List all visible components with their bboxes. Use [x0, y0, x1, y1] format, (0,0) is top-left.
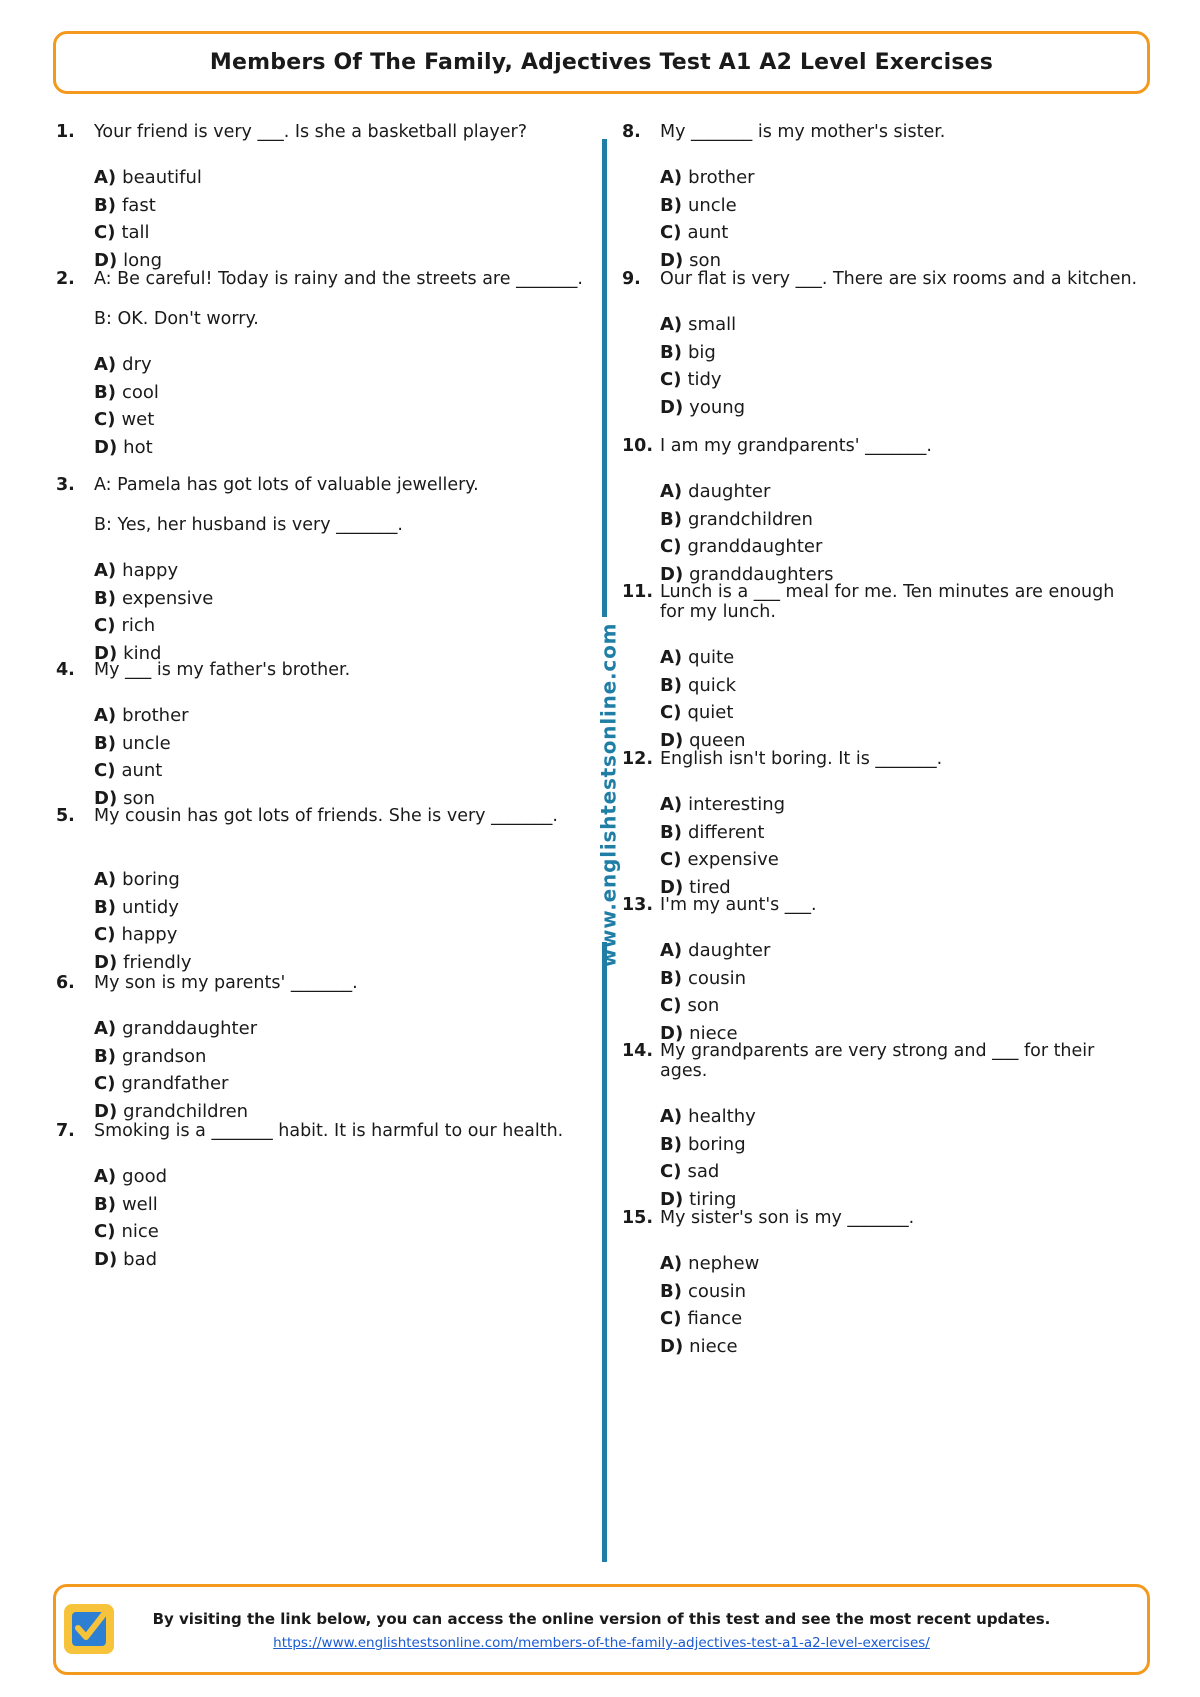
option-text: small	[688, 314, 737, 335]
question-line: Our flat is very ___. There are six rooms and a kitchen.	[660, 269, 1138, 289]
option-letter: D)	[94, 787, 118, 809]
question-7	[56, 1121, 601, 1275]
question-3	[56, 475, 601, 669]
question-line: B: OK. Don't worry.	[94, 309, 259, 329]
question-stem	[622, 1041, 1142, 1081]
question-8	[622, 122, 1142, 276]
question-text	[660, 122, 1142, 142]
option-text: friendly	[123, 951, 192, 973]
answer-option[interactable]	[94, 1220, 601, 1248]
question-stem	[622, 582, 1142, 622]
side-brand	[588, 622, 628, 968]
option-letter: A)	[660, 794, 683, 815]
question-text	[94, 973, 601, 993]
answer-option[interactable]	[94, 408, 601, 436]
option-text: interesting	[688, 794, 786, 815]
answer-option[interactable]	[660, 1105, 1142, 1133]
option-letter: D)	[660, 1335, 684, 1357]
option-letter: D)	[94, 1100, 118, 1122]
option-letter: B)	[94, 381, 116, 403]
option-text: nephew	[688, 1253, 760, 1274]
answer-option[interactable]	[660, 508, 1142, 536]
question-stem	[622, 269, 1142, 289]
option-letter: C)	[660, 369, 682, 390]
answer-option[interactable]	[660, 1252, 1142, 1280]
answer-options	[660, 1105, 1142, 1215]
question-line: B: Yes, her husband is very _______.	[94, 515, 403, 535]
question-6	[56, 973, 601, 1127]
option-text: dry	[122, 354, 152, 375]
option-letter: B)	[94, 1193, 116, 1215]
question-11	[622, 582, 1142, 756]
option-text: expensive	[121, 587, 214, 609]
question-13	[622, 895, 1142, 1049]
answer-option[interactable]	[660, 1335, 1142, 1363]
answer-options	[660, 166, 1142, 276]
question-line: My cousin has got lots of friends. She is very _______.	[94, 806, 558, 826]
option-text: aunt	[121, 760, 163, 781]
question-line: My _______ is my mother's sister.	[660, 122, 946, 142]
answer-option[interactable]	[660, 313, 1142, 341]
option-letter: D)	[660, 876, 684, 898]
answer-option[interactable]	[94, 381, 601, 409]
answer-option[interactable]	[660, 646, 1142, 674]
option-text: queen	[689, 729, 746, 751]
option-letter: D)	[94, 249, 118, 271]
answer-option[interactable]	[660, 848, 1142, 876]
option-letter: B)	[94, 194, 116, 216]
option-text: well	[121, 1193, 158, 1215]
option-letter: A)	[94, 167, 117, 188]
question-line: Your friend is very ___. Is she a basketball player?	[94, 122, 527, 142]
option-text: quick	[687, 674, 737, 696]
answer-option[interactable]	[660, 1133, 1142, 1161]
option-text: healthy	[688, 1106, 756, 1127]
option-letter: B)	[660, 341, 682, 363]
option-letter: D)	[94, 642, 118, 664]
option-letter: D)	[660, 1022, 684, 1044]
answer-option[interactable]	[660, 480, 1142, 508]
option-text: uncle	[121, 732, 171, 754]
option-text: different	[687, 821, 765, 843]
option-text: hot	[123, 436, 153, 458]
question-line: My sister's son is my _______.	[660, 1208, 915, 1228]
question-number: 7.	[56, 1121, 75, 1141]
question-line: My son is my parents' _______.	[94, 973, 358, 993]
answer-option[interactable]	[94, 923, 601, 951]
question-stem	[56, 660, 601, 680]
option-text: aunt	[687, 222, 729, 243]
option-text: good	[122, 1166, 168, 1187]
answer-option[interactable]	[94, 614, 601, 642]
option-text: young	[689, 396, 746, 418]
question-number: 15.	[622, 1208, 654, 1228]
answer-option[interactable]	[660, 793, 1142, 821]
option-letter: C)	[660, 702, 682, 723]
footer-text: By visiting the link below, you can access the online version of this test and see the most recent updates.	[152, 1610, 1051, 1628]
answer-option[interactable]	[660, 1280, 1142, 1308]
question-number: 13.	[622, 895, 654, 915]
option-text: sad	[687, 1161, 720, 1182]
option-letter: D)	[94, 951, 118, 973]
question-text	[94, 122, 601, 142]
option-text: cousin	[687, 967, 747, 989]
question-14	[622, 1041, 1142, 1215]
question-line: Lunch is a ___ meal for me. Ten minutes are enough for my lunch.	[660, 582, 1115, 622]
answer-options	[660, 646, 1142, 756]
answer-options	[94, 166, 601, 276]
option-text: granddaughters	[689, 563, 834, 585]
option-letter: C)	[94, 924, 116, 945]
option-text: happy	[121, 924, 178, 945]
option-letter: B)	[94, 587, 116, 609]
option-text: cousin	[687, 1280, 747, 1302]
option-text: tidy	[687, 369, 722, 390]
option-text: uncle	[687, 194, 737, 216]
question-line: My ___ is my father's brother.	[94, 660, 351, 680]
answer-option[interactable]	[660, 967, 1142, 995]
option-text: rich	[121, 615, 156, 636]
option-letter: B)	[660, 821, 682, 843]
option-text: brother	[122, 705, 189, 726]
option-letter: A)	[660, 314, 683, 335]
option-letter: D)	[94, 436, 118, 458]
option-letter: A)	[660, 167, 683, 188]
question-stem	[56, 1121, 601, 1141]
option-letter: C)	[94, 409, 116, 430]
option-letter: A)	[660, 647, 683, 668]
question-stem	[56, 475, 601, 535]
question-15	[622, 1208, 1142, 1362]
option-letter: A)	[94, 1166, 117, 1187]
question-text	[660, 1208, 1142, 1228]
answer-option[interactable]	[94, 759, 601, 787]
question-number: 1.	[56, 122, 75, 142]
option-text: long	[123, 249, 163, 271]
answer-option[interactable]	[660, 994, 1142, 1022]
answer-options	[660, 939, 1142, 1049]
option-text: granddaughter	[687, 536, 823, 557]
option-letter: A)	[94, 705, 117, 726]
column-divider-bottom	[602, 942, 607, 1562]
answer-option[interactable]	[660, 396, 1142, 424]
option-text: daughter	[688, 940, 771, 961]
option-letter: C)	[660, 995, 682, 1016]
option-letter: A)	[94, 869, 117, 890]
question-stem	[622, 1208, 1142, 1228]
question-text	[660, 269, 1142, 289]
option-letter: A)	[660, 1253, 683, 1274]
option-letter: A)	[94, 354, 117, 375]
question-line: My grandparents are very strong and ___ for their ages.	[660, 1041, 1095, 1081]
question-1	[56, 122, 601, 276]
answer-option[interactable]	[94, 1248, 601, 1276]
answer-option[interactable]	[660, 1160, 1142, 1188]
question-number: 9.	[622, 269, 641, 289]
option-letter: D)	[660, 396, 684, 418]
answer-option[interactable]	[660, 674, 1142, 702]
answer-option[interactable]	[94, 221, 601, 249]
answer-options	[660, 313, 1142, 423]
option-text: expensive	[687, 849, 779, 870]
option-letter: C)	[94, 222, 116, 243]
option-letter: B)	[94, 732, 116, 754]
answer-options	[660, 793, 1142, 903]
question-number: 4.	[56, 660, 75, 680]
question-number: 2.	[56, 269, 75, 289]
option-text: grandchildren	[687, 508, 813, 530]
option-letter: C)	[94, 760, 116, 781]
question-stem	[622, 122, 1142, 142]
option-text: grandson	[121, 1045, 207, 1067]
answer-option[interactable]	[660, 221, 1142, 249]
answer-options	[94, 559, 601, 669]
question-2	[56, 269, 601, 463]
option-letter: B)	[660, 674, 682, 696]
answer-option[interactable]	[660, 1307, 1142, 1335]
option-letter: C)	[660, 1308, 682, 1329]
question-number: 6.	[56, 973, 75, 993]
option-text: quiet	[687, 702, 734, 723]
answer-option[interactable]	[94, 732, 601, 760]
answer-option[interactable]	[94, 1017, 601, 1045]
answer-option[interactable]	[94, 436, 601, 464]
option-text: grandfather	[121, 1073, 229, 1094]
answer-options	[94, 353, 601, 463]
question-text	[94, 660, 601, 680]
answer-option[interactable]	[660, 535, 1142, 563]
option-letter: D)	[94, 1248, 118, 1270]
question-text	[660, 582, 1142, 622]
option-letter: A)	[660, 481, 683, 502]
answer-option[interactable]	[94, 353, 601, 381]
option-text: son	[687, 995, 720, 1016]
option-text: untidy	[121, 896, 179, 918]
answer-option[interactable]	[94, 868, 601, 896]
option-text: kind	[123, 642, 162, 664]
option-letter: C)	[94, 1221, 116, 1242]
option-text: bad	[123, 1248, 158, 1270]
option-letter: D)	[660, 1188, 684, 1210]
option-text: happy	[122, 560, 179, 581]
question-number: 14.	[622, 1041, 654, 1061]
answer-option[interactable]	[660, 368, 1142, 396]
option-letter: C)	[660, 849, 682, 870]
question-stem	[622, 895, 1142, 915]
option-text: wet	[121, 409, 155, 430]
option-letter: B)	[94, 1045, 116, 1067]
option-text: boring	[122, 869, 180, 890]
question-text	[660, 1041, 1142, 1081]
option-text: big	[687, 341, 716, 363]
answer-option[interactable]	[660, 821, 1142, 849]
question-text	[660, 749, 1142, 769]
answer-option[interactable]	[660, 939, 1142, 967]
question-text	[94, 475, 601, 535]
option-letter: D)	[660, 249, 684, 271]
question-5	[56, 806, 601, 978]
question-line: I am my grandparents' _______.	[660, 436, 932, 456]
answer-option[interactable]	[660, 194, 1142, 222]
option-text: daughter	[688, 481, 771, 502]
question-text	[94, 1121, 601, 1141]
answer-options	[94, 1165, 601, 1275]
question-number: 11.	[622, 582, 654, 602]
answer-option[interactable]	[660, 341, 1142, 369]
question-number: 5.	[56, 806, 75, 826]
question-stem	[56, 122, 601, 142]
column-divider-top	[602, 139, 607, 617]
option-letter: C)	[94, 1073, 116, 1094]
option-letter: B)	[660, 1133, 682, 1155]
option-text: fast	[121, 194, 156, 216]
question-number: 12.	[622, 749, 654, 769]
answer-options	[94, 868, 601, 978]
question-number: 3.	[56, 475, 75, 495]
option-text: boring	[687, 1133, 746, 1155]
option-text: beautiful	[122, 167, 202, 188]
option-text: son	[123, 787, 155, 809]
answer-option[interactable]	[94, 704, 601, 732]
footer-box	[53, 1584, 1150, 1675]
option-text: cool	[121, 381, 159, 403]
answer-option[interactable]	[94, 587, 601, 615]
question-text	[660, 895, 1142, 915]
answer-option[interactable]	[94, 166, 601, 194]
option-text: son	[689, 249, 721, 271]
option-text: quite	[688, 647, 735, 668]
question-9	[622, 269, 1142, 423]
question-text	[660, 436, 1142, 456]
option-letter: D)	[660, 729, 684, 751]
answer-option[interactable]	[94, 1165, 601, 1193]
answer-option[interactable]	[94, 896, 601, 924]
option-letter: C)	[94, 615, 116, 636]
answer-options	[94, 1017, 601, 1127]
option-text: tired	[689, 876, 731, 898]
option-letter: B)	[660, 508, 682, 530]
option-letter: A)	[94, 560, 117, 581]
question-line: A: Be careful! Today is rainy and the streets are _______.	[94, 269, 583, 289]
answer-option[interactable]	[660, 166, 1142, 194]
question-stem	[56, 973, 601, 993]
option-text: tiring	[689, 1188, 737, 1210]
question-stem	[56, 269, 601, 329]
question-text	[94, 269, 601, 329]
option-letter: C)	[660, 222, 682, 243]
answer-option[interactable]	[94, 1072, 601, 1100]
question-stem	[56, 806, 601, 826]
answer-option[interactable]	[94, 1045, 601, 1073]
option-letter: B)	[660, 194, 682, 216]
option-text: fiance	[687, 1308, 743, 1329]
question-stem	[622, 436, 1142, 456]
option-text: grandchildren	[123, 1100, 249, 1122]
question-4	[56, 660, 601, 814]
answer-options	[660, 480, 1142, 590]
question-text	[94, 806, 601, 826]
option-text: tall	[121, 222, 150, 243]
option-text: granddaughter	[122, 1018, 258, 1039]
option-text: brother	[688, 167, 755, 188]
side-brand-text: www.englishtestsonline.com	[596, 622, 621, 968]
answer-option[interactable]	[660, 701, 1142, 729]
question-stem	[622, 749, 1142, 769]
option-text: niece	[689, 1022, 738, 1044]
answer-options	[660, 1252, 1142, 1362]
question-line: A: Pamela has got lots of valuable jewellery.	[94, 475, 479, 495]
question-line: Smoking is a _______ habit. It is harmful to our health.	[94, 1121, 564, 1141]
question-line: I'm my aunt's ___.	[660, 895, 817, 915]
question-10	[622, 436, 1142, 590]
title-box	[53, 31, 1150, 94]
option-letter: A)	[660, 940, 683, 961]
page-title: Members Of The Family, Adjectives Test A1 A2 Level Exercises	[209, 50, 994, 75]
option-letter: C)	[660, 1161, 682, 1182]
question-line: English isn't boring. It is _______.	[660, 749, 943, 769]
answer-option[interactable]	[94, 1193, 601, 1221]
option-letter: B)	[660, 967, 682, 989]
option-letter: A)	[94, 1018, 117, 1039]
question-number: 8.	[622, 122, 641, 142]
question-number: 10.	[622, 436, 654, 456]
option-text: niece	[689, 1335, 738, 1357]
option-letter: A)	[660, 1106, 683, 1127]
answer-options	[94, 704, 601, 814]
question-12	[622, 749, 1142, 903]
answer-option[interactable]	[94, 559, 601, 587]
option-letter: C)	[660, 536, 682, 557]
option-letter: D)	[660, 563, 684, 585]
option-letter: B)	[94, 896, 116, 918]
option-text: nice	[121, 1221, 159, 1242]
option-letter: B)	[660, 1280, 682, 1302]
answer-option[interactable]	[94, 194, 601, 222]
footer-link[interactable]: https://www.englishtestsonline.com/members-of-the-family-adjectives-test-a1-a2-level-exercises/	[273, 1635, 930, 1651]
